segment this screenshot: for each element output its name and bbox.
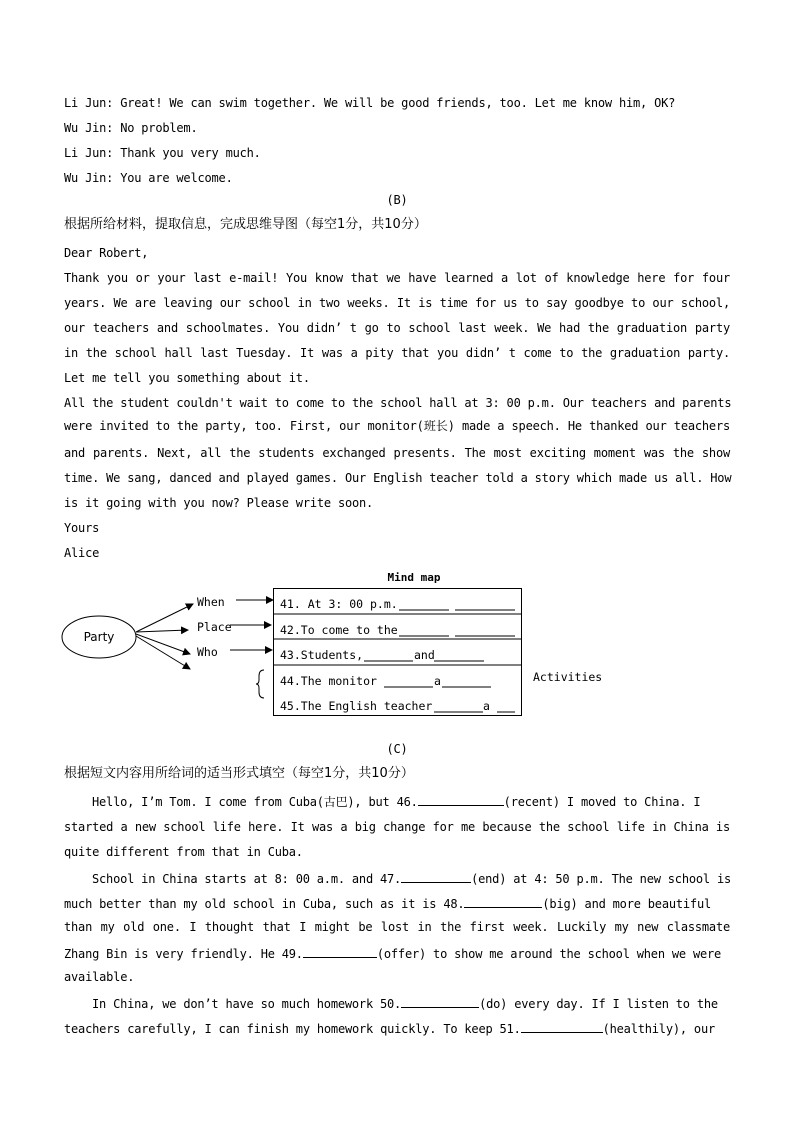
row-44: 44.The monitor [280,674,377,688]
letter-line: were invited to the party, too. First, our monitor(班长) made a speech. He thanked our teachers [64,419,730,433]
text-segment: Hello, I’m Tom. I come from Cuba(古巴), but 46. [92,795,418,809]
text-segment: much better than my old school in Cuba, such as it is 48. [64,897,465,911]
text-segment: In China, we don’t have so much homework 50. [92,997,402,1011]
row-43-mid: and [414,648,435,662]
letter-greeting: Dear Robert, [64,246,149,260]
arrow-activities [136,636,190,669]
row-43: 43.Students, [280,648,364,662]
letter-line: Thank you or your last e-mail! You know that we have learned a lot of knowledge here for four [64,271,730,285]
text-segment: (big) and more beautiful [542,897,711,911]
party-label: Party [83,630,115,644]
section-c-label: (C) [386,742,408,756]
text-segment: (healthily), our [602,1022,716,1036]
dialogue-line: Wu Jin: You are welcome. [64,171,233,185]
para-line [64,870,730,887]
activities-brace [256,670,264,698]
text-segment: teachers carefully, I can finish my homework quickly. To keep 51. [64,1022,521,1036]
dialogue-line: Li Jun: Thank you very much. [64,146,261,160]
text-segment: Zhang Bin is very friendly. He 49. [64,947,303,961]
letter-line: years. We are leaving our school in two weeks. It is time for us to say goodbye to our school, [64,296,730,310]
section-c-instruction: 根据短文内容用所给词的适当形式填空（每空1分，共10分） [64,766,414,781]
blank-47[interactable] [401,870,471,883]
para-line: started a new school life here. It was a big change for me because the school life in China is [64,820,730,834]
arrow-who [136,634,190,654]
para-line: than my old one. I thought that I might be lost in the first week. Luckily my new classmate [64,920,730,934]
arrow-place [136,630,188,632]
row-41: 41. At 3: 00 p.m. [280,597,398,611]
para-line [64,1020,730,1037]
row-45-mid: a [483,699,490,713]
section-b-label: (B) [386,193,408,207]
row-42: 42.To come to the [280,623,398,637]
letter-line: our teachers and schoolmates. You didn’ t go to school last week. We had the graduation party [64,321,730,335]
para-line [64,793,730,810]
letter-line: in the school hall last Tuesday. It was a pity that you didn’ t come to the graduation party. [64,346,730,360]
letter-line: Let me tell you something about it. [64,371,310,385]
letter-line: is it going with you now? Please write soon. [64,496,374,510]
para-line [64,895,730,912]
blank-51[interactable] [521,1020,603,1033]
para-line [64,945,730,962]
mind-map-title: Mind map [387,571,441,584]
branch-when: When [197,595,225,609]
text-segment: School in China starts at 8: 00 a.m. and 47. [92,872,402,886]
letter-signature: Alice [64,546,100,560]
letter-line: and parents. Next, all the students exchanged presents. The most exciting moment was the show [64,446,730,460]
blank-46[interactable] [418,793,504,806]
dialogue-line: Li Jun: Great! We can swim together. We will be good friends, too. Let me know him, OK? [64,96,676,110]
text-segment: (end) at 4: 50 p.m. The new school is [471,872,732,886]
para-line: quite different from that in Cuba. [64,845,303,859]
text-segment: (do) every day. If I listen to the [479,997,718,1011]
row-44-mid: a [434,674,441,688]
text-segment: (recent) I moved to China. I [503,795,701,809]
arrow-when [136,604,193,632]
letter-line: time. We sang, danced and played games. Our English teacher told a story which made us all. How [64,471,732,485]
dialogue-line: Wu Jin: No problem. [64,121,198,135]
row-45: 45.The English teacher [280,699,433,713]
letter-closing: Yours [64,521,100,535]
section-b-instruction: 根据所给材料，提取信息，完成思维导图（每空1分，共10分） [64,217,427,232]
para-line [64,995,730,1012]
blank-49[interactable] [303,945,377,958]
branch-who: Who [197,645,218,659]
para-line: available. [64,970,135,984]
activities-label: Activities [533,670,603,684]
branch-place: Place [197,620,232,634]
letter-line: All the student couldn't wait to come to the school hall at 3: 00 p.m. Our teachers and parents [64,396,732,410]
blank-50[interactable] [401,995,479,1008]
text-segment: (offer) to show me around the school when we were [376,947,722,961]
blank-48[interactable] [464,895,542,908]
